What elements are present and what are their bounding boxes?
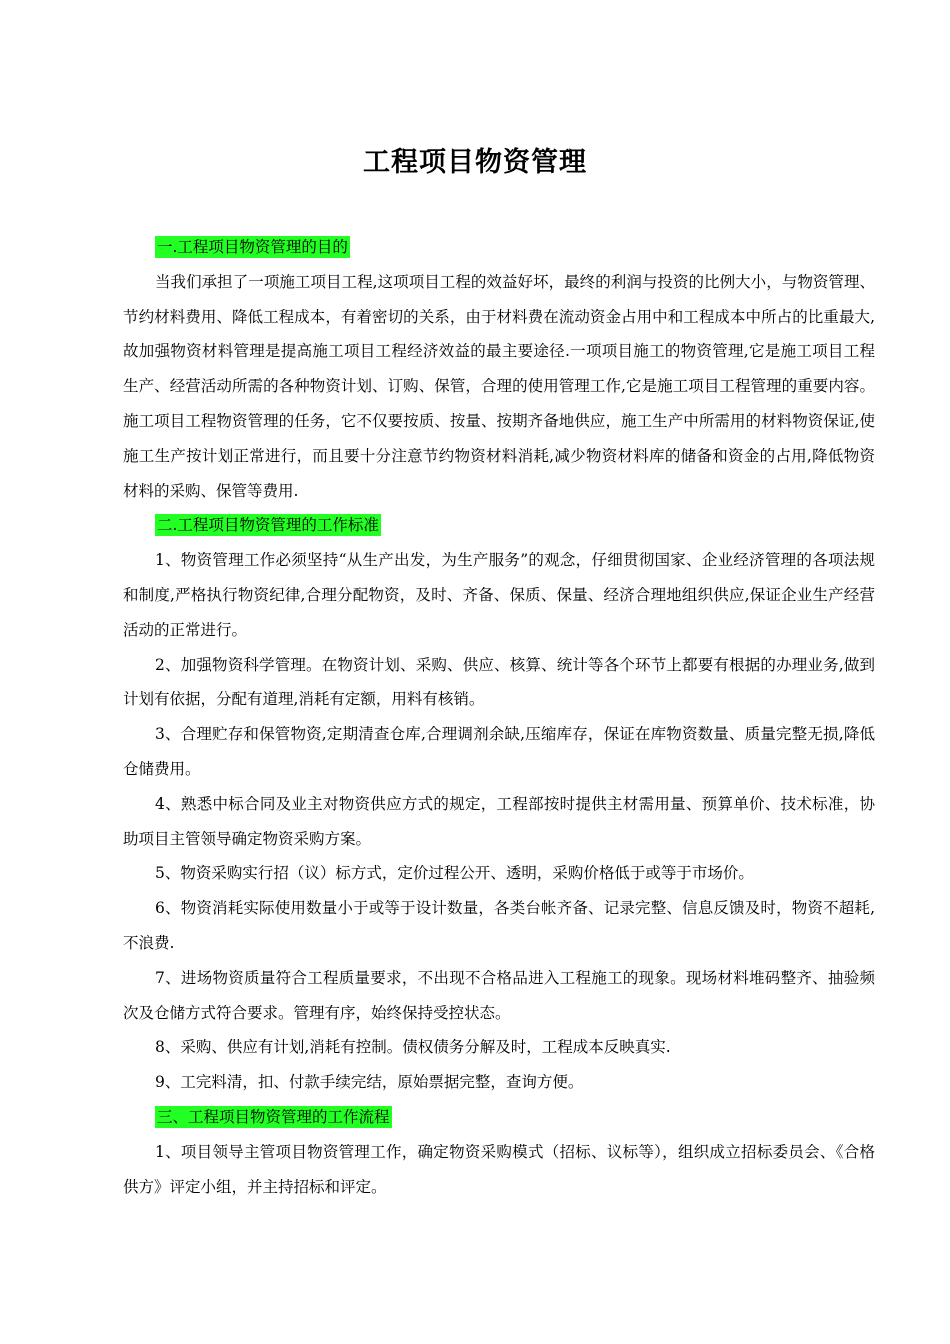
paragraph: 7、进场物资质量符合工程质量要求，不出现不合格品进入工程施工的现象。现场材料堆码整齐、抽验频次及仓储方式符合要求。管理有序，始终保持受控状态。 [123, 968, 875, 1022]
section-heading [123, 230, 875, 265]
paragraph: 3、合理贮存和保管物资,定期清查仓库,合理调剂余缺,压缩库存，保证在库物资数量、质量完整无损,降低仓储费用。 [123, 725, 875, 778]
section-heading-text: 三、工程项目物资管理的工作流程 [157, 1107, 390, 1126]
paragraph: 1、物资管理工作必须坚持“从生产出发，为生产服务”的观念，仔细贯彻国家、企业经济管理的各项法规和制度,严格执行物资纪律,合理分配物资，及时、齐备、保质、保量、经济合理地组织供应,保证企业生产经营活动的正常进行。 [123, 551, 875, 639]
document-body [123, 230, 875, 1204]
section-heading-text: 一.工程项目物资管理的目的 [157, 238, 348, 256]
paragraph: 6、物资消耗实际使用数量小于或等于设计数量，各类台帐齐备、记录完整、信息反馈及时，物资不超耗,不浪费. [123, 899, 875, 952]
paragraph: 4、熟悉中标合同及业主对物资供应方式的规定，工程部按时提供主材需用量、预算单价、技术标准，协助项目主管领导确定物资采购方案。 [123, 794, 875, 848]
paragraph: 8、采购、供应有计划,消耗有控制。债权债务分解及时，工程成本反映真实. [155, 1038, 671, 1057]
paragraph: 5、物资采购实行招（议）标方式，定价过程公开、透明，采购价格低于或等于市场价。 [155, 864, 754, 883]
section-heading [123, 508, 875, 543]
paragraph: 2、加强物资科学管理。在物资计划、采购、供应、核算、统计等各个环节上都要有根据的办理业务,做到计划有依据，分配有道理,消耗有定额，用料有核销。 [123, 655, 875, 709]
paragraph: 1、项目领导主管项目物资管理工作，确定物资采购模式（招标、议标等），组织成立招标委员会、《合格供方》评定小组，并主持招标和评定。 [123, 1142, 875, 1196]
paragraph: 9、工完料清，扣、付款手续完结，原始票据完整，查询方便。 [155, 1073, 584, 1092]
section-heading [123, 1100, 875, 1135]
section-heading-text: 二.工程项目物资管理的工作标准 [157, 516, 379, 535]
document-title: 工程项目物资管理 [363, 147, 587, 178]
paragraph: 当我们承担了一项施工项目工程,这项项目工程的效益好坏，最终的利润与投资的比例大小，与物资管理、节约材料费用、降低工程成本，有着密切的关系，由于材料费在流动资金占用中和工程成本中所占的比重最大,故加强物资材料管理是提高施工项目工程经济效益的最主要途径.一项项目施工的物资管理,它是施工项目工程生产、经营活动所需的各种物资计划、订购、保管，合理的使用管理工作,它是施工项目工程管理的重要内容。施工项目工程物资管理的任务，它不仅要按质、按量、按期齐备地供应，施工生产中所需用的材料物资保证,使施工生产按计划正常进行，而且要十分注意节约物资材料消耗,减少物资材料库的储备和资金的占用,降低物资材料的采购、保管等费用. [123, 272, 875, 500]
